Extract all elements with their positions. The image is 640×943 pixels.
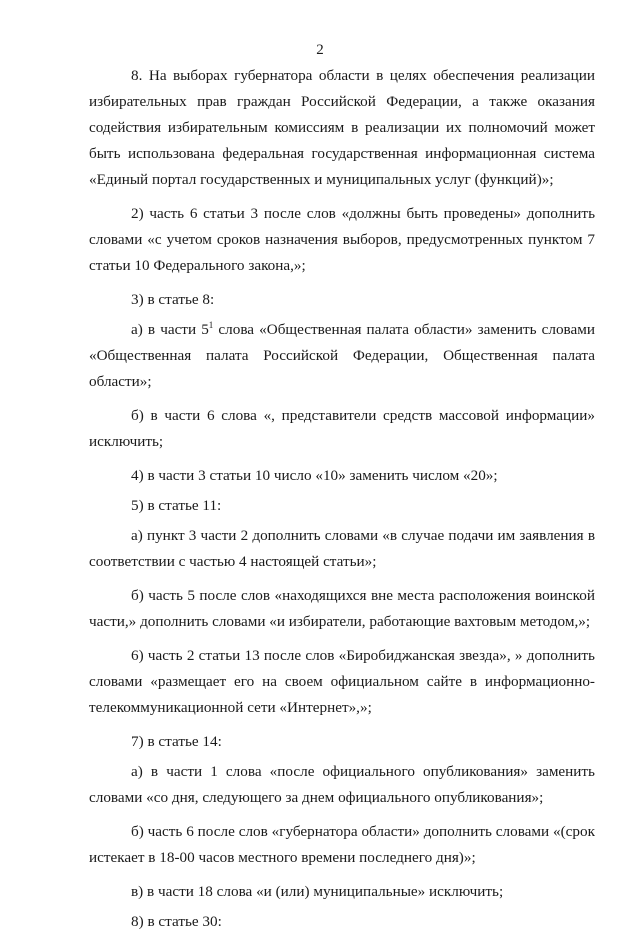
paragraph-subitem-5a: а) пункт 3 части 2 дополнить словами «в случае подачи им заявления в соответствии с частью 4 настоящей статьи»; [89,527,595,570]
document-body [89,63,595,943]
paragraph-subitem-3b: б) в части 6 слова «, представители средств массовой информации» исключить; [89,407,595,450]
paragraph-item-3: 3) в статье 8: [131,291,215,308]
paragraph-subitem-5b: б) часть 5 после слов «находящихся вне места расположения воинской части,» дополнить словами «и избиратели, работающие вахтовым методом,»; [89,587,595,630]
paragraph-item-6: 6) часть 2 статьи 13 после слов «Биробиджанская звезда», » дополнить словами «размещает его на своем официальном сайте в информационно-телекоммуникационной сети «Интернет»,»; [89,647,595,716]
paragraph-item-7: 7) в статье 14: [131,733,222,750]
paragraph-subitem-3a [89,317,595,395]
paragraph-subitem-3a-start: а) в части 5 [131,321,209,338]
paragraph-item-5: 5) в статье 11: [131,497,222,514]
paragraph-subitem-3a-rest: слова «Общественная палата области» заменить словами «Общественная палата Российской Федерации, Общественная палата области»; [89,321,596,390]
page-number: 2 [316,42,324,58]
paragraph-item-2: 2) часть 6 статьи 3 после слов «должны быть проведены» дополнить словами «с учетом сроков назначения выборов, предусмотренных пунктом 7 статьи 10 Федерального закона,»; [89,205,595,274]
paragraph-subitem-7b: б) часть 6 после слов «губернатора области» дополнить словами «(срок истекает в 18-00 часов местного времени последнего дня)»; [89,823,595,866]
paragraph-subitem-7c: в) в части 18 слова «и (или) муниципальные» исключить; [131,883,504,900]
paragraph-item-8-article-30: 8) в статье 30: [131,913,222,930]
paragraph-item-8: 8. На выборах губернатора области в целях обеспечения реализации избирательных прав граждан Российской Федерации, а также оказания содействия избирательным комиссиям в реализации их полномочий может быть использована федеральная государственная информационная система «Единый портал государственных и муниципальных услуг (функций)»; [89,67,595,188]
superscript-index: 1 [208,320,214,330]
paragraph-subitem-7a: а) в части 1 слова «после официального опубликования» заменить словами «со дня, следующего за днем официального опубликования»; [89,763,595,806]
paragraph-item-4: 4) в части 3 статьи 10 число «10» заменить числом «20»; [131,467,498,484]
